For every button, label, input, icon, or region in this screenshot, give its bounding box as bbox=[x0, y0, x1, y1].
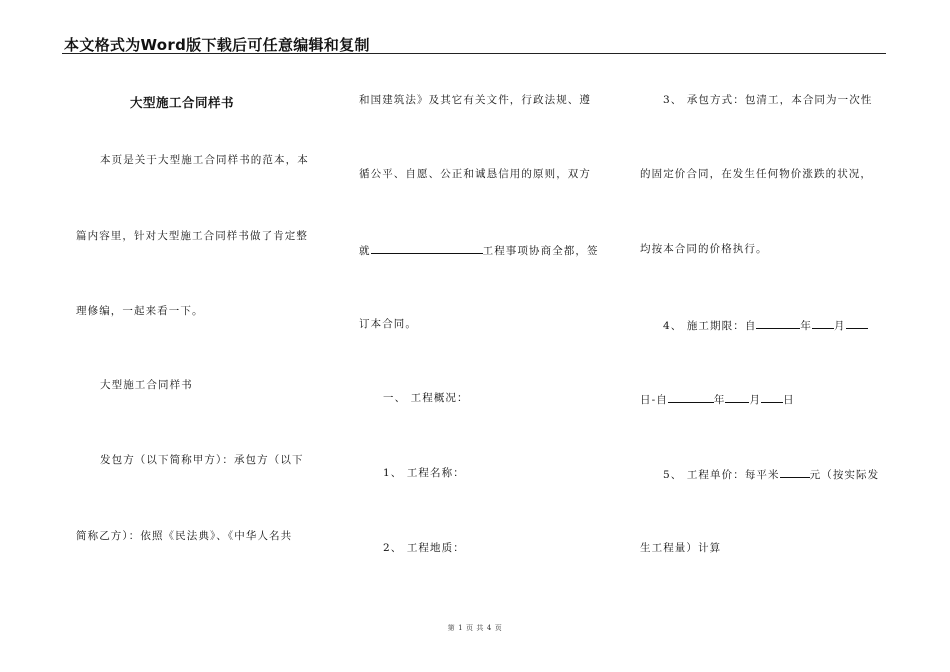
end-year-blank bbox=[668, 392, 714, 403]
item-contract-method-1: 3、 承包方式：包清工，本合同为一次性 bbox=[663, 94, 873, 106]
body-line-3-prefix: 就 bbox=[359, 245, 371, 257]
body-line-2: 循公平、自愿、公正和诚恳信用的原则，双方 bbox=[359, 168, 591, 180]
body-line-3 bbox=[359, 243, 599, 257]
end-day-label: 日 bbox=[783, 394, 795, 406]
project-name-blank bbox=[371, 243, 483, 254]
item-project-geology: 2、 工程地质： bbox=[383, 542, 465, 554]
start-year-blank bbox=[756, 318, 800, 329]
parties-line-2: 简称乙方）：依照《民法典》、《中华人名共 bbox=[76, 530, 293, 542]
item-contract-method-3: 均按本合同的价格执行。 bbox=[640, 243, 768, 255]
year-label: 年 bbox=[800, 320, 813, 332]
header-rule bbox=[62, 53, 886, 54]
item-unit-price-1 bbox=[663, 467, 879, 481]
intro-line-1: 本页是关于大型施工合同样书的范本，本 bbox=[100, 154, 309, 166]
body-line-4: 订本合同。 bbox=[359, 318, 417, 330]
end-month-blank bbox=[725, 392, 749, 403]
item-project-name: 1、 工程名称： bbox=[383, 467, 465, 479]
document-header: 本文格式为Word版下载后可任意编辑和复制 bbox=[64, 36, 370, 54]
start-month-blank bbox=[812, 318, 834, 329]
item-construction-period-1 bbox=[663, 318, 868, 332]
end-month-label: 月 bbox=[749, 394, 762, 406]
body-line-3-suffix: 工程事项协商全都，签 bbox=[482, 245, 599, 257]
end-prefix: 日-自 bbox=[640, 394, 668, 406]
body-line-1: 和国建筑法》及其它有关文件，行政法规、遵 bbox=[359, 94, 591, 106]
contract-subtitle: 大型施工合同样书 bbox=[100, 379, 193, 391]
page-footer: 第 1 页 共 4 页 bbox=[447, 624, 503, 632]
item-unit-price-2: 生工程量）计算 bbox=[640, 542, 722, 554]
end-year-label: 年 bbox=[713, 394, 726, 406]
parties-line-1: 发包方（以下简称甲方）：承包方（以下 bbox=[100, 454, 304, 466]
section-project-overview: 一、 工程概况： bbox=[383, 392, 469, 404]
unit-price-blank bbox=[780, 467, 810, 478]
intro-line-3: 理修编，一起来看一下。 bbox=[76, 305, 204, 317]
month-label: 月 bbox=[834, 320, 846, 332]
unit-price-suffix: 元（按实际发 bbox=[809, 469, 880, 481]
item-contract-method-2: 的固定价合同，在发生任何物价涨跌的状况， bbox=[640, 168, 872, 180]
unit-price-label: 5、 工程单价：每平米 bbox=[663, 469, 780, 481]
start-day-blank bbox=[846, 318, 868, 329]
end-day-blank bbox=[761, 392, 783, 403]
period-label: 4、 施工期限：自 bbox=[663, 320, 757, 332]
item-construction-period-2 bbox=[640, 392, 795, 406]
document-title: 大型施工合同样书 bbox=[130, 95, 235, 110]
intro-line-2: 篇内容里，针对大型施工合同样书做了肯定整 bbox=[76, 230, 308, 242]
